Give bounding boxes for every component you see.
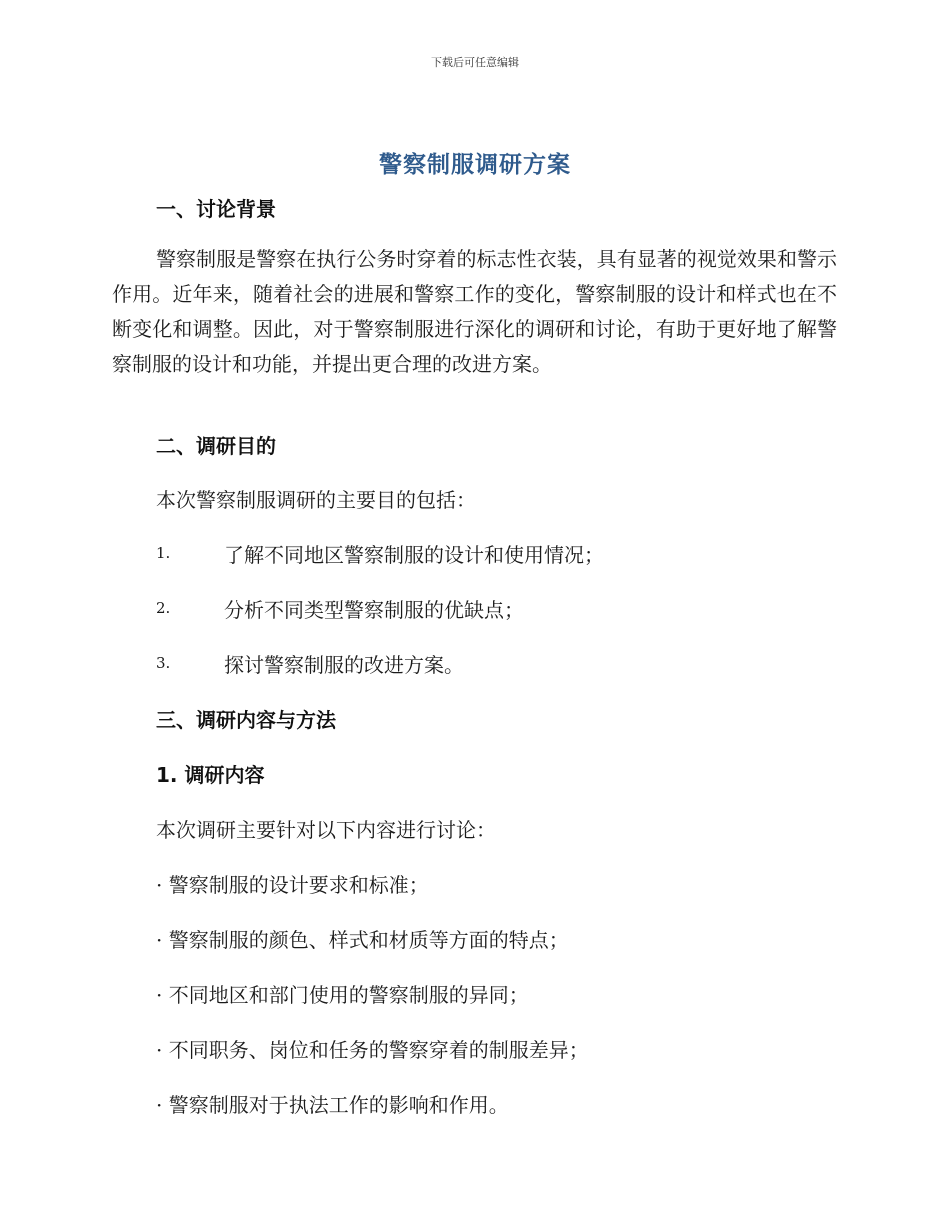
list-item: · 警察制服的颜色、样式和材质等方面的特点； bbox=[156, 928, 569, 952]
list-item: · 不同职务、岗位和任务的警察穿着的制服差异； bbox=[156, 1038, 589, 1062]
content-intro: 本次调研主要针对以下内容进行讨论： bbox=[156, 818, 496, 842]
section-heading-purpose: 二、调研目的 bbox=[156, 434, 276, 458]
list-item: · 不同地区和部门使用的警察制服的异同； bbox=[156, 983, 529, 1007]
list-item: · 警察制服对于执法工作的影响和作用。 bbox=[156, 1093, 509, 1117]
list-item-text: 探讨警察制服的改进方案。 bbox=[224, 653, 464, 677]
list-item-text: 分析不同类型警察制服的优缺点； bbox=[224, 598, 524, 622]
list-item-number: 2. bbox=[156, 599, 171, 617]
list-item: · 警察制服的设计要求和标准； bbox=[156, 873, 429, 897]
section-heading-content-method: 三、调研内容与方法 bbox=[156, 708, 336, 732]
background-paragraph: 警察制服是警察在执行公务时穿着的标志性衣装，具有显著的视觉效果和警示作用。近年来，随着社会的进展和警察工作的变化，警察制服的设计和样式也在不断变化和调整。因此，对于警察制服进行深化的调研和讨论，有助于更好地了解警察制服的设计和功能，并提出更合理的改进方案。 bbox=[112, 247, 837, 376]
list-item-text: 了解不同地区警察制服的设计和使用情况； bbox=[224, 543, 604, 567]
subheading-content: 1. 调研内容 bbox=[156, 763, 265, 787]
section-heading-background: 一、讨论背景 bbox=[156, 197, 276, 221]
document-title: 警察制服调研方案 bbox=[379, 151, 571, 178]
purpose-intro: 本次警察制服调研的主要目的包括： bbox=[156, 488, 476, 512]
page-header-note: 下载后可任意编辑 bbox=[431, 56, 519, 69]
list-item-number: 3. bbox=[156, 654, 171, 672]
list-item-number: 1. bbox=[156, 544, 171, 562]
